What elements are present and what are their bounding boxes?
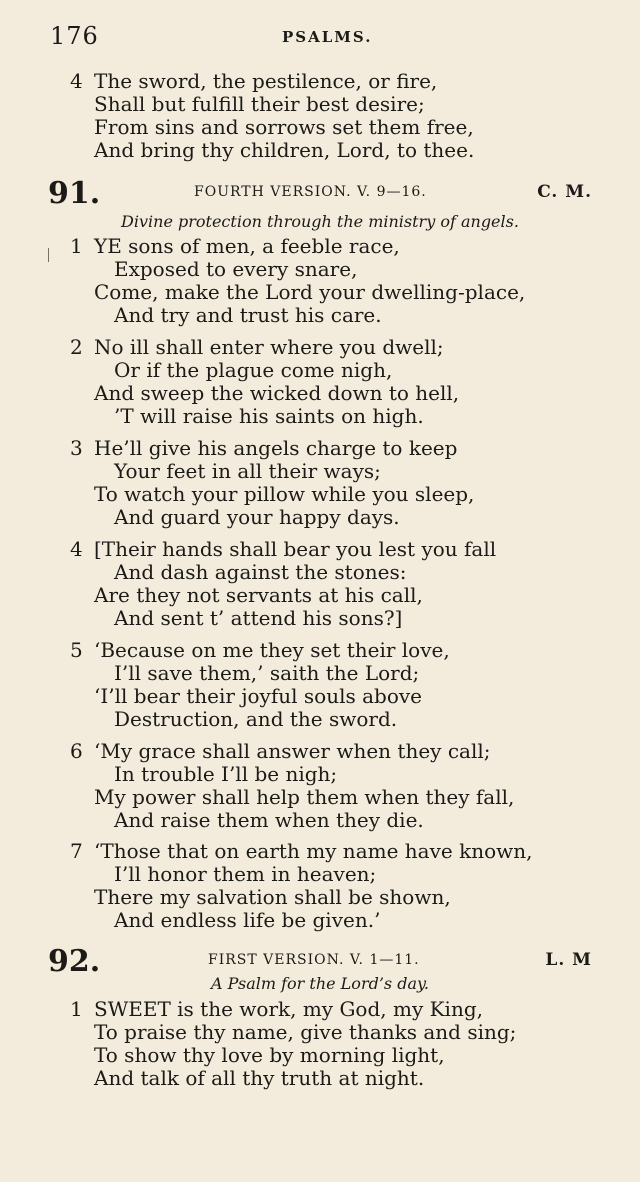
- verse-text: And talk of all thy truth at night.: [94, 1066, 425, 1090]
- verse-text: And endless life be given.’: [114, 908, 381, 932]
- running-title: PSALMS.: [282, 28, 373, 46]
- stanza-number: 1: [70, 997, 83, 1021]
- stanza: [70, 639, 590, 731]
- verse-text: And sent t’ attend his sons?]: [114, 606, 403, 630]
- psalm-heading: [48, 944, 596, 978]
- verse-text: Your feet in all their ways;: [114, 459, 381, 483]
- stanza-number: 3: [70, 436, 83, 460]
- verse-text: He’ll give his angels charge to keep: [94, 436, 458, 460]
- verse-line: [70, 281, 590, 304]
- verse-line: [70, 607, 590, 630]
- verse-text: [Their hands shall bear you lest you fall: [94, 537, 497, 561]
- verse-text: And guard your happy days.: [114, 505, 400, 529]
- verse-text: Destruction, and the sword.: [114, 707, 398, 731]
- stanza-number: 6: [70, 739, 83, 763]
- verse-text: Are they not servants at his call,: [94, 583, 423, 607]
- stanza-number: 2: [70, 335, 83, 359]
- stanza-number: 1: [70, 234, 83, 258]
- verse-line: [70, 437, 590, 460]
- page-header: [50, 22, 600, 52]
- stanza-number: 4: [70, 537, 83, 561]
- verse-line: [70, 382, 590, 405]
- verse-line: [70, 662, 590, 685]
- verse-text: Or if the plague come nigh,: [114, 358, 393, 382]
- stanza: [70, 538, 590, 630]
- verse-line: [70, 909, 590, 932]
- verse-text: ‘Because on me they set their love,: [94, 638, 450, 662]
- verse-line: [70, 116, 590, 139]
- verse-text: From sins and sorrows set them free,: [94, 115, 474, 139]
- verse-line: [70, 139, 590, 162]
- verse-text: To watch your pillow while you sleep,: [94, 482, 475, 506]
- stanza: [70, 235, 590, 327]
- stanza: [70, 336, 590, 428]
- verse-line: [70, 359, 590, 382]
- verse-text: SWEET is the work, my God, my King,: [94, 997, 483, 1021]
- verse-text: And bring thy children, Lord, to thee.: [94, 138, 475, 162]
- verse-line: [70, 998, 590, 1021]
- verse-text: There my salvation shall be shown,: [94, 885, 451, 909]
- verse-line: [70, 506, 590, 529]
- stanza-number: 7: [70, 839, 83, 863]
- verse-text: I’ll honor them in heaven;: [114, 862, 377, 886]
- verse-line: [70, 561, 590, 584]
- verse-line: [70, 235, 590, 258]
- margin-mark: [48, 248, 49, 262]
- verse-text: No ill shall enter where you dwell;: [94, 335, 444, 359]
- verse-line: [70, 840, 590, 863]
- verse-text: Exposed to every snare,: [114, 257, 358, 281]
- verse-line: [70, 538, 590, 561]
- meter-label: C. M.: [537, 182, 592, 202]
- stanza-number: 5: [70, 638, 83, 662]
- verse-text: My power shall help them when they fall,: [94, 785, 515, 809]
- verse-line: [70, 93, 590, 116]
- psalm-heading: [48, 176, 596, 210]
- verse-text: And dash against the stones:: [114, 560, 407, 584]
- verse-line: [70, 304, 590, 327]
- verse-text: And sweep the wicked down to hell,: [94, 381, 460, 405]
- verse-text: To show thy love by morning light,: [94, 1043, 445, 1067]
- verse-line: [70, 460, 590, 483]
- verse-text: Come, make the Lord your dwelling-place,: [94, 280, 526, 304]
- verse-line: [70, 483, 590, 506]
- verse-text: ‘Those that on earth my name have known,: [94, 839, 533, 863]
- verse-text: ‘My grace shall answer when they call;: [94, 739, 491, 763]
- verse-line: [70, 1021, 590, 1044]
- verse-line: [70, 786, 590, 809]
- verse-line: [70, 863, 590, 886]
- verse-line: [70, 809, 590, 832]
- stanza: [70, 998, 590, 1090]
- psalm-subtitle: Divine protection through the ministry of angels.: [121, 212, 519, 231]
- verse-text: Shall but fulfill their best desire;: [94, 92, 425, 116]
- verse-line: [70, 70, 590, 93]
- verse-line: [70, 1067, 590, 1090]
- stanza: [70, 840, 590, 932]
- verse-text: And raise them when they die.: [114, 808, 424, 832]
- verse-line: [70, 336, 590, 359]
- verse-line: [70, 584, 590, 607]
- stanza: [70, 437, 590, 529]
- version-label: FOURTH VERSION. V. 9—16.: [194, 184, 427, 200]
- meter-label: L. M: [545, 950, 592, 970]
- verse-line: [70, 740, 590, 763]
- continuation-stanza: [70, 70, 590, 162]
- verse-line: [70, 886, 590, 909]
- version-label: FIRST VERSION. V. 1—11.: [208, 952, 420, 968]
- verse-text: I’ll save them,’ saith the Lord;: [114, 661, 420, 685]
- verse-line: [70, 763, 590, 786]
- verse-text: In trouble I’ll be nigh;: [114, 762, 338, 786]
- verse-text: ’T will raise his saints on high.: [114, 404, 424, 428]
- verse-line: [70, 405, 590, 428]
- verse-line: [70, 685, 590, 708]
- verse-line: [70, 258, 590, 281]
- verse-text: And try and trust his care.: [114, 303, 382, 327]
- psalm-subtitle: A Psalm for the Lord’s day.: [211, 974, 429, 993]
- psalm-number: 92.: [48, 944, 101, 979]
- verse-text: The sword, the pestilence, or fire,: [94, 69, 438, 93]
- stanza-number: 4: [70, 69, 83, 93]
- verse-line: [70, 708, 590, 731]
- verse-text: To praise thy name, give thanks and sing;: [94, 1020, 517, 1044]
- verse-line: [70, 639, 590, 662]
- stanza: [70, 740, 590, 832]
- psalm-number: 91.: [48, 176, 101, 211]
- verse-text: ‘I’ll bear their joyful souls above: [94, 684, 422, 708]
- verse-text: YE sons of men, a feeble race,: [94, 234, 400, 258]
- verse-line: [70, 1044, 590, 1067]
- page-number: 176: [50, 22, 99, 50]
